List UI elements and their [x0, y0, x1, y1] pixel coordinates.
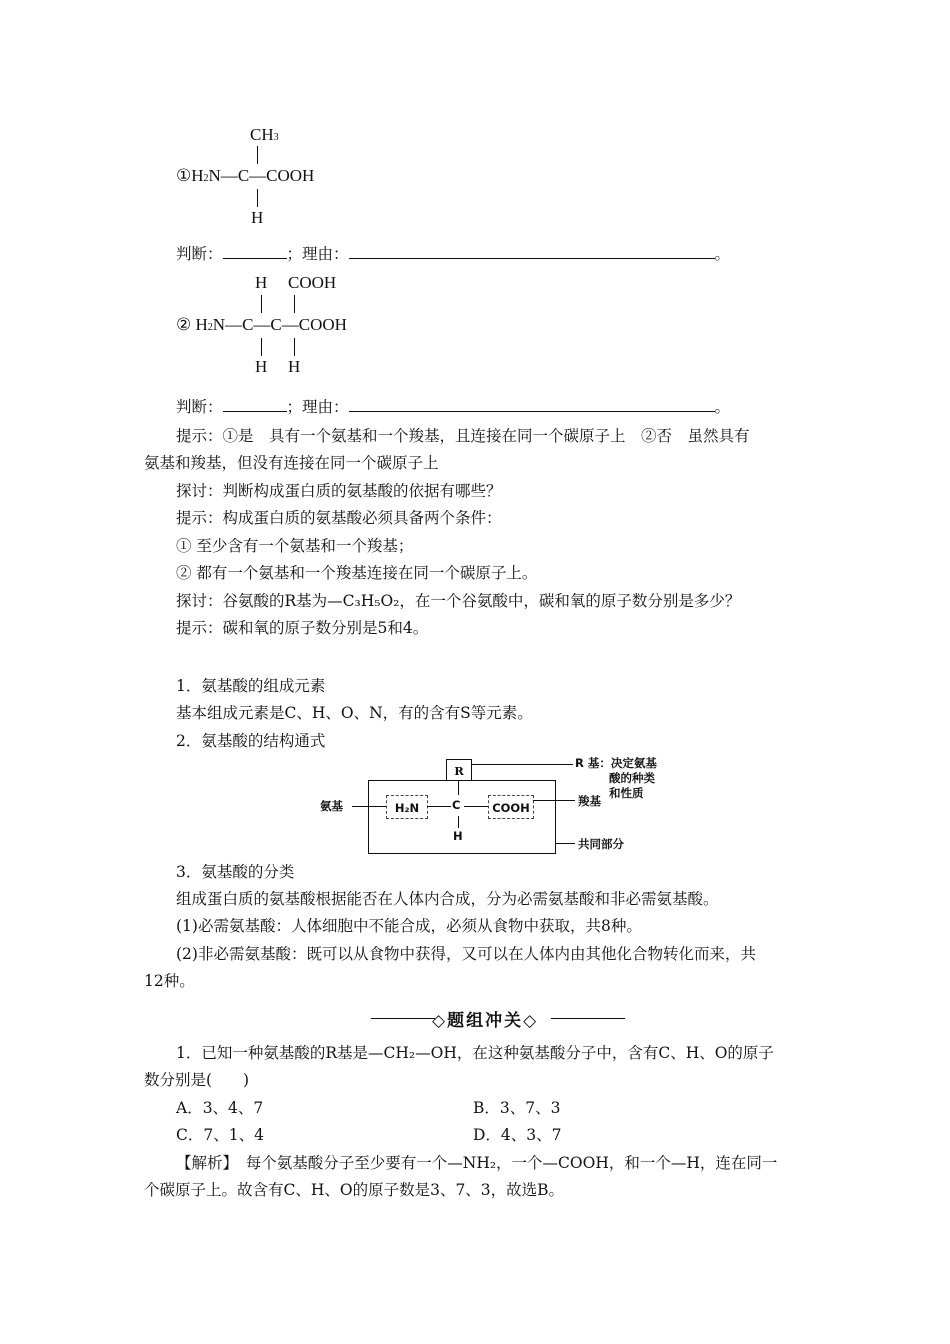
molecule-1-main-chain: ①H2N—C—COOH: [176, 166, 315, 185]
hint-1-line-1: 提示：①是 具有一个氨基和一个羧基，且连接在同一个碳原子上 ②否 虽然具有: [176, 427, 750, 445]
hint-3: 提示：碳和氧的原子数分别是5和4。: [176, 619, 429, 637]
bond-line: [257, 189, 258, 207]
option-a[interactable]: A．3、4、7: [176, 1099, 264, 1117]
judge-blank[interactable]: [223, 397, 287, 412]
section-1-title: 1．氨基酸的组成元素: [176, 677, 326, 695]
bond-line: [261, 295, 262, 313]
reason-blank[interactable]: [349, 244, 715, 259]
molecule-2-bottom-h2: H: [288, 357, 301, 376]
practice-header: ◇题组冲关◇: [432, 1011, 539, 1031]
section-3-title: 3．氨基酸的分类: [176, 863, 295, 881]
label-carboxyl: 羧基: [578, 794, 601, 808]
bond-line: [294, 338, 295, 356]
pointer-line: [352, 806, 386, 807]
judge-blank[interactable]: [223, 244, 287, 259]
question-1-line-1: 1．已知一种氨基酸的R基是—CH₂—OH，在这种氨基酸分子中，含有C、H、O的原子: [176, 1044, 774, 1062]
bond-line: [458, 816, 459, 828]
condition-1: ① 至少含有一个氨基和一个羧基；: [176, 537, 414, 555]
section-3-body: 组成蛋白质的氨基酸根据能否在人体内合成，分为必需氨基酸和非必需氨基酸。: [176, 890, 719, 908]
alpha-carbon: C: [452, 798, 461, 812]
pointer-line: [555, 843, 575, 844]
option-d[interactable]: D．4、3、7: [473, 1126, 562, 1144]
condition-2: ② 都有一个氨基和一个羧基连接在同一个碳原子上。: [176, 564, 538, 582]
molecule-1-hydrogen: H: [251, 208, 264, 227]
bond-line: [261, 338, 262, 356]
pointer-line: [471, 764, 573, 765]
molecule-2-main-chain: ② H2N—C—C—COOH: [176, 315, 347, 334]
label-r-group: R 基：决定氨基 酸的种类 和性质: [575, 756, 657, 800]
question-1-line-2: 数分别是( ): [144, 1071, 250, 1089]
explore-1: 探讨：判断构成蛋白质的氨基酸的依据有哪些？: [176, 482, 502, 500]
molecule-1-judge-line: 判断： ；理由： 。: [176, 245, 731, 263]
molecule-1-methyl: CH3: [250, 125, 279, 144]
molecule-2-top-h: H: [255, 273, 268, 292]
option-c[interactable]: C．7、1、4: [176, 1126, 264, 1144]
bond-line: [458, 781, 459, 795]
reason-blank[interactable]: [349, 397, 715, 412]
amino-group-box: H₂N: [386, 795, 428, 819]
label-common-part: 共同部分: [578, 837, 624, 851]
section-1-body: 基本组成元素是C、H、O、N，有的含有S等元素。: [176, 704, 533, 722]
header-rule-right: [551, 1018, 625, 1019]
bond-line: [257, 146, 258, 164]
explore-2: 探讨：谷氨酸的R基为—C₃H₅O₂，在一个谷氨酸中，碳和氧的原子数分别是多少？: [176, 592, 741, 610]
option-b[interactable]: B．3、7、3: [473, 1099, 561, 1117]
alpha-hydrogen: H: [453, 829, 463, 843]
section-2-title: 2．氨基酸的结构通式: [176, 732, 326, 750]
hint-1-line-2: 氨基和羧基，但没有连接在同一个碳原子上: [144, 454, 439, 472]
molecule-2-bottom-h1: H: [255, 357, 268, 376]
section-3-item-2-line-2: 12种。: [144, 972, 195, 990]
section-3-item-2-line-1: (2)非必需氨基酸：既可以从食物中获得，又可以在人体内由其他化合物转化而来，共: [176, 945, 756, 963]
bond-line: [427, 806, 451, 807]
bond-line: [294, 295, 295, 313]
analysis-line-2: 个碳原子上。故含有C、H、O的原子数是3、7、3，故选B。: [144, 1181, 565, 1199]
bond-line: [464, 806, 488, 807]
carboxyl-group-box: COOH: [488, 795, 534, 819]
molecule-2-judge-line: 判断： ；理由： 。: [176, 398, 731, 416]
molecule-2-top-cooh: COOH: [288, 273, 337, 292]
hint-2: 提示：构成蛋白质的氨基酸必须具备两个条件：: [176, 509, 502, 527]
analysis-line-1: 【解析】 每个氨基酸分子至少要有一个—NH₂，一个—COOH，和一个—H，连在同一: [176, 1154, 778, 1172]
section-3-item-1: (1)必需氨基酸：人体细胞中不能合成，必须从食物中获取，共8种。: [176, 917, 642, 935]
r-group-box: R: [446, 759, 472, 781]
pointer-line: [533, 800, 575, 801]
label-amino: 氨基: [320, 799, 343, 813]
header-rule-left: [371, 1018, 435, 1019]
